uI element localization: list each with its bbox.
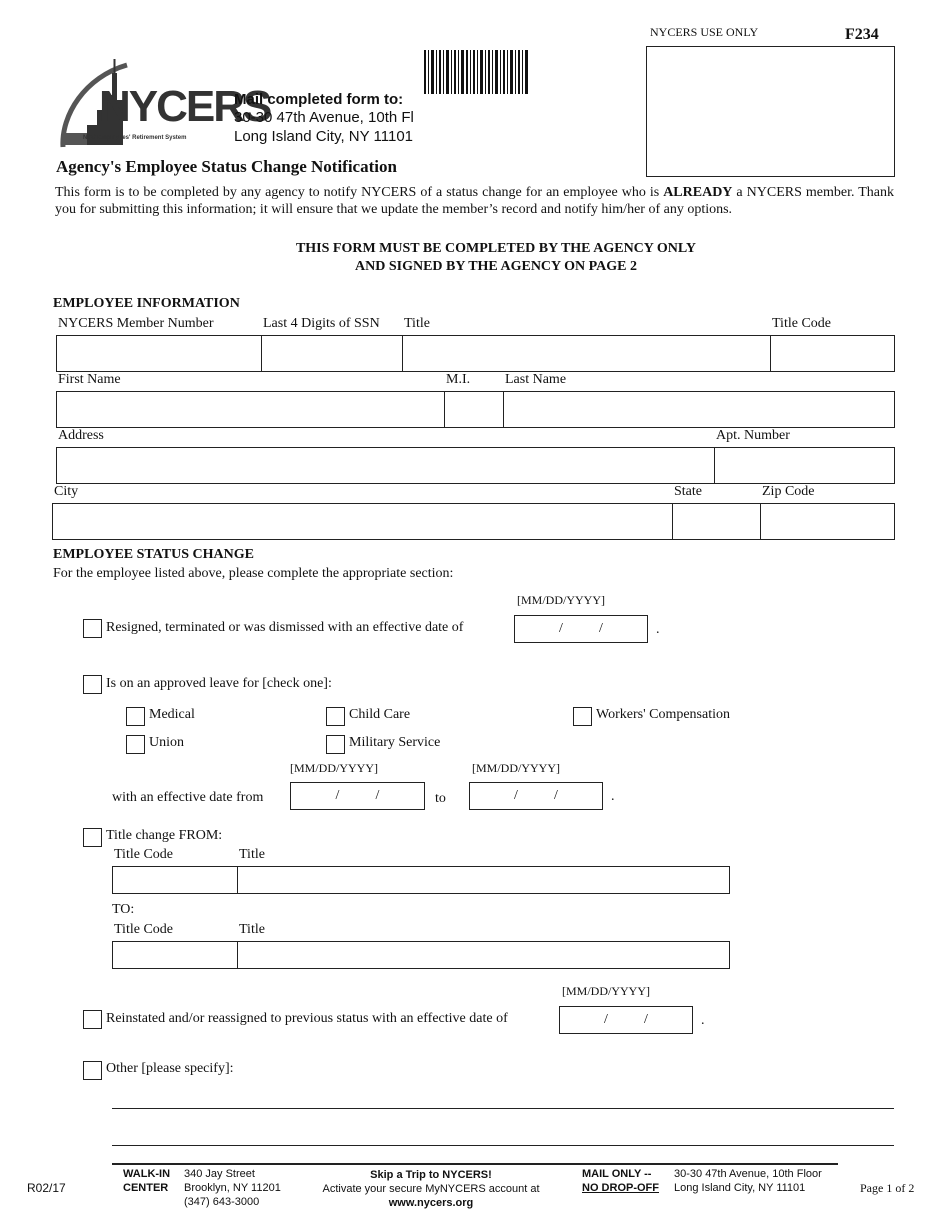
walkin-label-2: CENTER (123, 1182, 169, 1194)
agency-notice (0, 240, 950, 276)
leave-from-date-format: [MM/DD/YYYY] (290, 761, 378, 775)
intro-text-1: This form is to be completed by any agency to notify NYCERS of a status change for an employee who is (55, 185, 664, 200)
mail-address-line1: 30-30 47th Avenue, 10th Fl (234, 109, 414, 126)
to-title-label: Title (239, 922, 265, 937)
union-label: Union (149, 735, 184, 750)
child-care-label: Child Care (349, 707, 411, 722)
date-slash: / (604, 1012, 608, 1027)
walkin-label-1: WALK-IN (123, 1168, 171, 1180)
intro-bold: ALREADY (663, 185, 733, 200)
walkin-label (123, 1167, 170, 1195)
resigned-date-field[interactable] (514, 615, 648, 643)
period: . (701, 1013, 705, 1028)
to-title-heading: TO: (112, 902, 135, 917)
apt-number-label: Apt. Number (716, 428, 790, 443)
medical-label: Medical (149, 707, 195, 722)
last-name-field[interactable] (503, 391, 895, 428)
footer-mail-address (674, 1167, 822, 1195)
other-specify-line-1[interactable] (112, 1108, 894, 1109)
reinstated-date-format: [MM/DD/YYYY] (562, 984, 650, 998)
workers-comp-label: Workers' Compensation (596, 707, 730, 722)
ssn-label: Last 4 Digits of SSN (263, 316, 380, 331)
other-specify-line-2[interactable] (112, 1145, 894, 1146)
skip-trip-block (300, 1168, 562, 1210)
resigned-label: Resigned, terminated or was dismissed with an effective date of (106, 620, 464, 635)
leave-from-date-field[interactable] (290, 782, 425, 810)
leave-to-date-format: [MM/DD/YYYY] (472, 761, 560, 775)
effective-from-label: with an effective date from (112, 790, 264, 805)
date-slash: / (599, 621, 603, 636)
mail-heading: Mail completed form to: (234, 91, 404, 108)
nycers-logo (55, 55, 271, 150)
state-field[interactable] (672, 503, 761, 540)
mail-only-2: NO DROP-OFF (582, 1182, 659, 1194)
from-title-label: Title (239, 847, 265, 862)
member-number-field[interactable] (56, 335, 262, 372)
title-change-label: Title change FROM: (106, 828, 223, 843)
military-checkbox[interactable] (326, 735, 345, 754)
mi-field[interactable] (444, 391, 504, 428)
to-title-field[interactable] (237, 941, 730, 969)
member-number-label: NYCERS Member Number (58, 316, 214, 331)
agency-notice-line2: AND SIGNED BY THE AGENCY ON PAGE 2 (355, 259, 637, 274)
resigned-checkbox[interactable] (83, 619, 102, 638)
footer-mail-address-1: 30-30 47th Avenue, 10th Floor (674, 1168, 822, 1180)
date-slash: / (335, 788, 340, 803)
first-name-field[interactable] (56, 391, 445, 428)
logo-wordmark: NYCERS (99, 82, 271, 131)
title-change-checkbox[interactable] (83, 828, 102, 847)
reinstated-date-field[interactable] (559, 1006, 693, 1034)
period: . (611, 789, 615, 804)
city-field[interactable] (52, 503, 673, 540)
revision-code: R02/17 (27, 1181, 66, 1195)
mail-address-line2: Long Island City, NY 11101 (234, 128, 414, 145)
form-title: Agency's Employee Status Change Notification (56, 157, 397, 176)
footer-mail-address-2: Long Island City, NY 11101 (674, 1182, 806, 1194)
mi-label: M.I. (446, 372, 471, 387)
status-change-instruction: For the employee listed above, please complete the appropriate section: (53, 566, 454, 581)
title-label: Title (404, 316, 430, 331)
from-title-code-label: Title Code (114, 847, 173, 862)
walkin-phone: (347) 643-3000 (184, 1196, 260, 1208)
date-slash: / (644, 1012, 648, 1027)
intro-text-2: a NYCERS member. Thank you for submitting this information; it will ensure that we update the member’s record and notify him/her of any options. (55, 185, 894, 217)
skip-trip-heading: Skip a Trip to NYCERS! (370, 1169, 492, 1181)
union-checkbox[interactable] (126, 735, 145, 754)
period: . (656, 622, 660, 637)
date-slash: / (559, 621, 563, 636)
mail-only-1: MAIL ONLY -- (582, 1168, 652, 1180)
employee-info-heading: EMPLOYEE INFORMATION (53, 296, 240, 311)
apt-number-field[interactable] (714, 447, 895, 484)
intro-paragraph (55, 184, 894, 218)
state-label: State (674, 484, 702, 499)
walkin-address-2: Brooklyn, NY 11201 (184, 1182, 281, 1194)
status-change-heading: EMPLOYEE STATUS CHANGE (53, 547, 254, 562)
ssn-field[interactable] (261, 335, 403, 372)
reinstated-label: Reinstated and/or reassigned to previous status with an effective date of (106, 1011, 508, 1026)
workers-comp-checkbox[interactable] (573, 707, 592, 726)
agency-notice-line1: THIS FORM MUST BE COMPLETED BY THE AGENCY ONLY (295, 241, 697, 256)
to-title-code-label: Title Code (114, 922, 173, 937)
mail-only-label (582, 1167, 659, 1195)
military-label: Military Service (349, 735, 441, 750)
address-label: Address (58, 428, 104, 443)
title-field[interactable] (402, 335, 771, 372)
walkin-address-1: 340 Jay Street (184, 1168, 255, 1180)
last-name-label: Last Name (505, 372, 567, 387)
from-title-code-field[interactable] (112, 866, 238, 894)
medical-checkbox[interactable] (126, 707, 145, 726)
leave-to-date-field[interactable] (469, 782, 603, 810)
logo-subtext: NYC Employees' Retirement System (83, 135, 187, 141)
footer-rule (112, 1163, 838, 1165)
from-title-field[interactable] (237, 866, 730, 894)
page-number: Page 1 of 2 (860, 1181, 915, 1195)
first-name-label: First Name (58, 372, 121, 387)
leave-label: Is on an approved leave for [check one]: (106, 676, 332, 691)
walkin-address (184, 1167, 281, 1209)
resigned-date-format: [MM/DD/YYYY] (517, 593, 605, 607)
title-code-field[interactable] (770, 335, 895, 372)
child-care-checkbox[interactable] (326, 707, 345, 726)
zip-code-field[interactable] (760, 503, 895, 540)
date-slash: / (375, 788, 380, 803)
title-code-label: Title Code (772, 316, 831, 331)
nycers-website-link[interactable]: www.nycers.org (388, 1197, 474, 1209)
to-label: to (435, 791, 446, 806)
nycers-use-only-box (646, 46, 895, 177)
city-label: City (54, 484, 79, 499)
other-label: Other [please specify]: (106, 1061, 234, 1076)
form-id: F234 (845, 26, 879, 43)
leave-checkbox[interactable] (83, 675, 102, 694)
date-slash: / (514, 788, 518, 803)
barcode (424, 50, 530, 94)
date-slash: / (554, 788, 558, 803)
other-checkbox[interactable] (83, 1061, 102, 1080)
zip-code-label: Zip Code (762, 484, 815, 499)
reinstated-checkbox[interactable] (83, 1010, 102, 1029)
address-field[interactable] (56, 447, 715, 484)
skip-trip-text: Activate your secure MyNYCERS account at (322, 1183, 540, 1195)
to-title-code-field[interactable] (112, 941, 238, 969)
nycers-use-only-label: NYCERS USE ONLY (650, 25, 759, 39)
